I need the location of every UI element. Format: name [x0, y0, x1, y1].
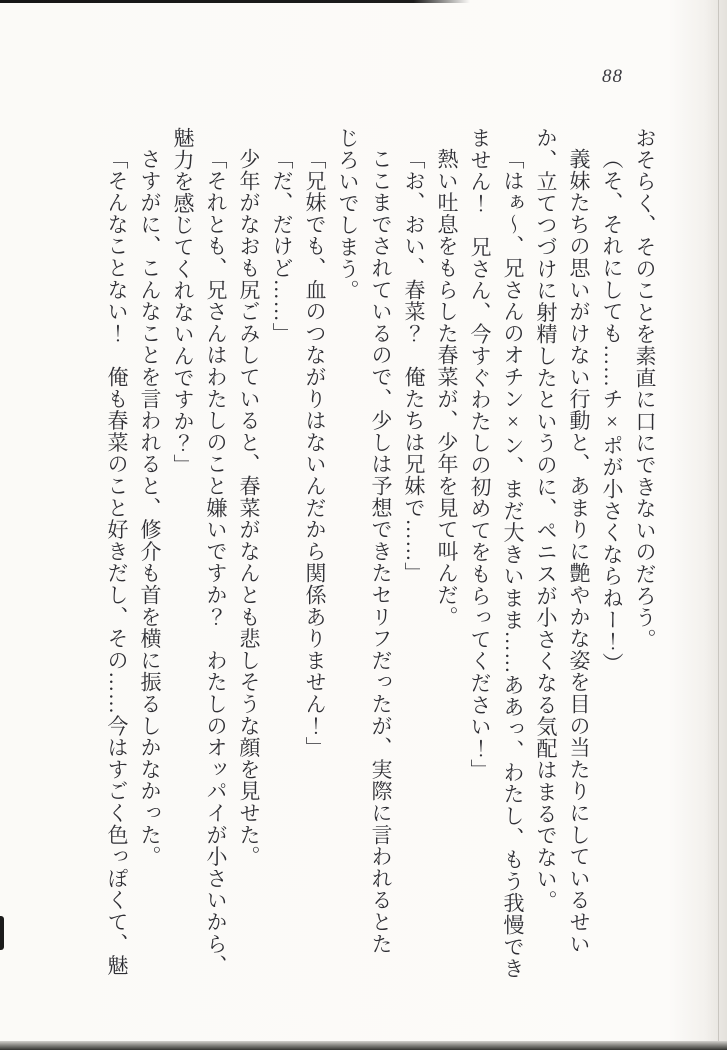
text-column-17: 「そんなことない！ 俺も春菜のこと好きだし、その……今はすごく色っぽくて、魅: [105, 148, 129, 977]
page-number: 88: [602, 66, 623, 87]
scan-edge-top: [0, 0, 470, 3]
text-column-9: ここまでされているので、少しは予想できたセリフだったが、実際に言われるとた: [369, 148, 393, 955]
text-column-1: おそらく、そのことを素直に口にできないのだろう。: [633, 127, 657, 651]
text-column-5: 「はぁ～、兄さんのオチン×ン、まだ大きいまま……ああっ、わたし、もう我慢でき: [501, 148, 525, 980]
scan-edge-right-line: [718, 0, 719, 1050]
text-column-8: 「お、おい、春菜？ 俺たちは兄妹で……」: [402, 148, 426, 584]
text-column-2: （そ、それにしても……チ×ポが小さくならねー！）: [600, 148, 624, 675]
text-column-7: 熱い吐息をもらした春菜が、少年を見て叫んだ。: [435, 148, 459, 628]
text-column-6: ません！ 兄さん、今すぐわたしの初めてをもらってください！」: [468, 127, 492, 781]
text-column-14: 「それとも、兄さんはわたしのこと嫌いですか？ わたしのオッパイが小さいから、: [204, 148, 228, 977]
text-column-15: 魅力を感じてくれないんですか？」: [171, 127, 195, 476]
text-column-12: 「だ、だけど……」: [270, 148, 294, 345]
scan-edge-bottom: [0, 1041, 727, 1050]
text-column-4: か、立てつづけに射精したというのに、ペニスが小さくなる気配はまるでない。: [534, 127, 558, 912]
scan-edge-left-mark: [0, 916, 4, 950]
text-column-10: じろいでしまう。: [336, 127, 360, 302]
text-column-11: 「兄妹でも、血のつながりはないんだから関係ありません！」: [303, 148, 327, 759]
text-column-13: 少年がなおも尻ごみしていると、春菜がなんとも悲しそうな顔を見せた。: [237, 148, 261, 868]
text-column-16: さすがに、こんなことを言われると、修介も首を横に振るしかなかった。: [138, 148, 162, 868]
text-columns: [100, 127, 661, 1007]
text-column-3: 義妹たちの思いがけない行動と、あまりに艶やかな姿を目の当たりにしているせい: [567, 148, 591, 955]
